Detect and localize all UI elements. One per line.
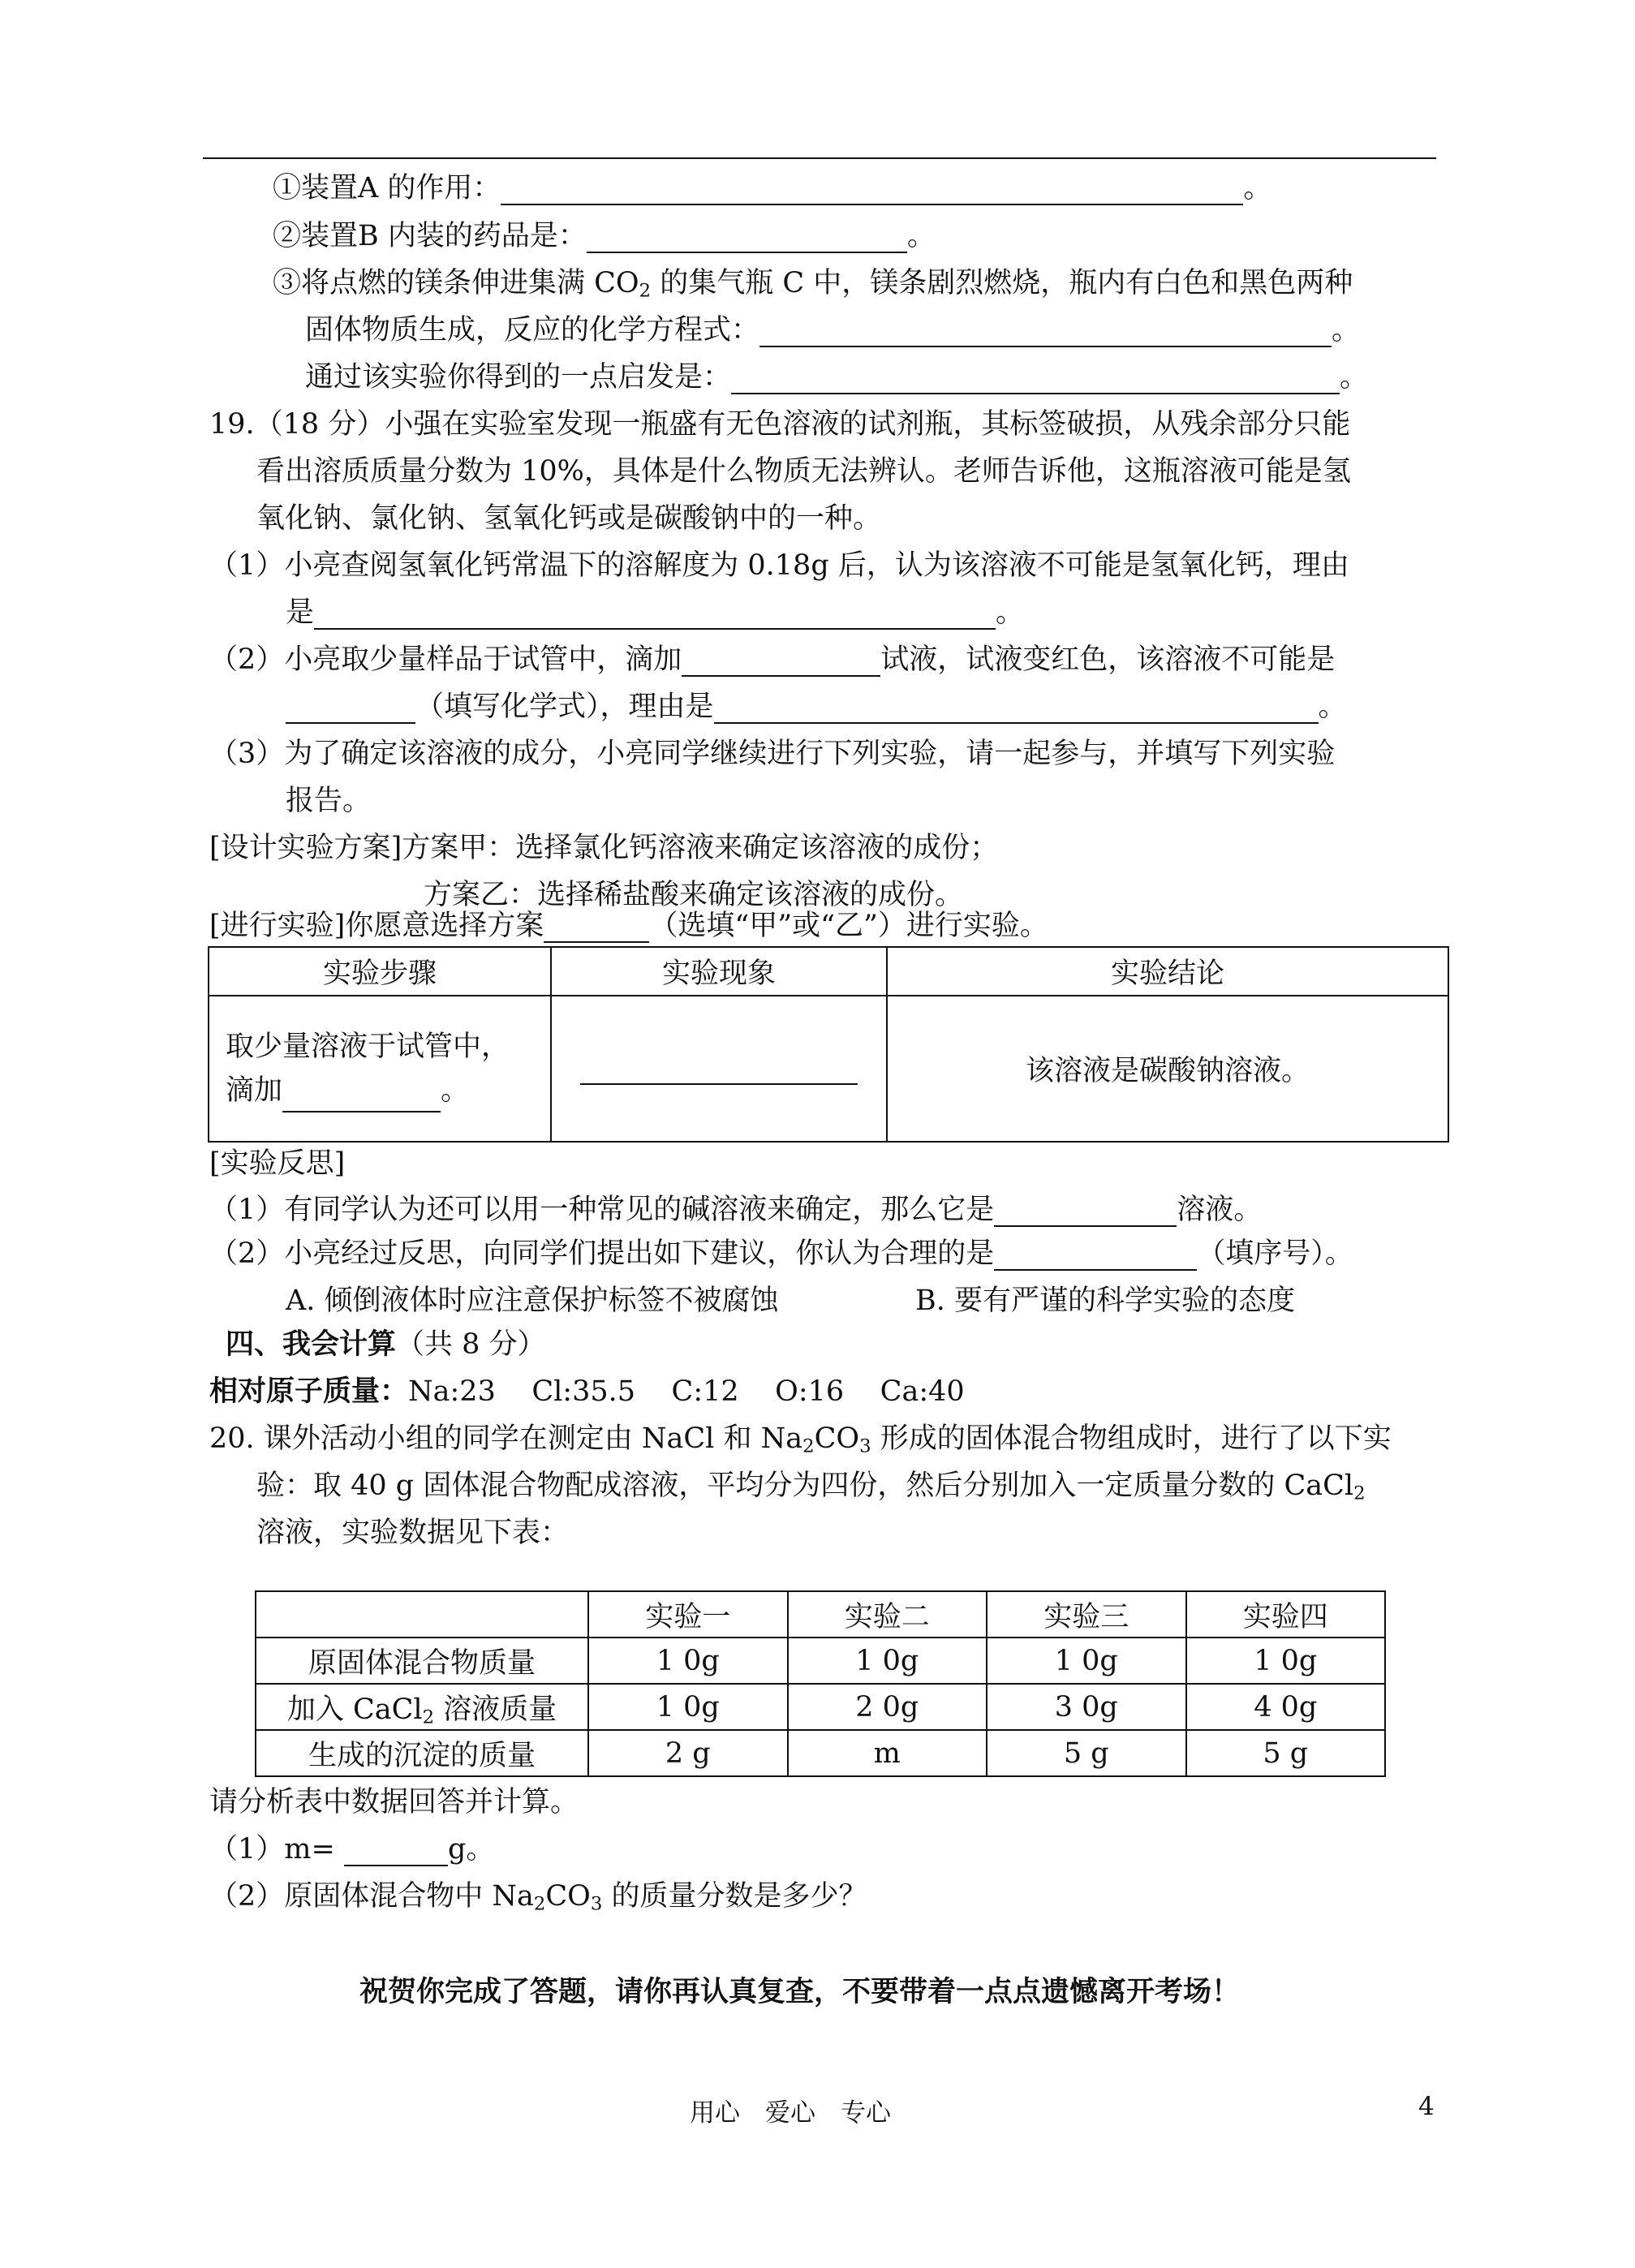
q19-part3-line2: 报告。 [286, 785, 372, 817]
table-row [209, 996, 1448, 1142]
q20-line3: 溶液，实验数据见下表： [256, 1517, 570, 1549]
table-header-row [209, 947, 1448, 996]
q19-indicator-blank[interactable] [682, 645, 880, 677]
table-header: 实验二 [788, 1591, 987, 1638]
closing-message: 祝贺你完成了答题，请你再认真复查，不要带着一点点遗憾离开考场！ [359, 1975, 1241, 2008]
q19-reason2-blank[interactable] [714, 692, 1319, 724]
option-b: B. 要有严谨的科学实验的态度 [915, 1285, 1295, 1317]
table-cell: 1 0g [588, 1638, 788, 1684]
q18-item1: ①装置A 的作用： 。 [273, 172, 1272, 204]
table-cell: 1 0g [788, 1638, 987, 1684]
data-table [255, 1590, 1386, 1777]
table-cell: 2 0g [788, 1684, 987, 1730]
table-header: 实验四 [1186, 1591, 1386, 1638]
phenomenon-blank[interactable] [580, 1053, 858, 1085]
q19-part1-line2: 是 。 [286, 596, 1025, 629]
experiment-report-table [208, 946, 1449, 1143]
table-cell: 2 g [588, 1730, 788, 1776]
header-rule [203, 157, 1436, 159]
table-header: 实验步骤 [209, 947, 551, 996]
q20-line1: 20. 课外活动小组的同学在测定由 NaCl 和 $Na_2CO_3$ 形成的固体混合物组成时，进行了以下实 [209, 1422, 1392, 1457]
q18-equation-blank[interactable] [759, 316, 1332, 347]
q20-line2: 验：取 40 g 固体混合物配成溶液，平均分为四份，然后分别加入一定质量分数的 CaCl$_2$ [256, 1470, 1366, 1504]
base-solution-blank[interactable] [994, 1195, 1177, 1227]
row-label: 加入 CaCl$_2$ 溶液质量 [256, 1684, 588, 1730]
reflection-heading: [实验反思] [209, 1147, 346, 1180]
reflection-2: （2）小亮经过反思，向同学们提出如下建议，你认为合理的是 （填序号）。 [209, 1237, 1353, 1270]
page-number: 4 [1418, 2092, 1435, 2121]
table-header: 实验结论 [887, 947, 1448, 996]
table-cell: 5 g [1186, 1730, 1386, 1776]
conduct-line: [进行实验]你愿意选择方案 （选填“甲”或“乙”）进行实验。 [209, 910, 1048, 942]
q19-part1-line1: （1）小亮查阅氢氧化钙常温下的溶解度为 0.18g 后，认为该溶液不可能是氢氧化钙，理由 [209, 549, 1349, 582]
table-header-row [256, 1591, 1385, 1638]
row-label: 生成的沉淀的质量 [256, 1730, 588, 1776]
table-cell: m [788, 1730, 987, 1776]
table-cell: 1 0g [987, 1638, 1186, 1684]
table-header: 实验一 [588, 1591, 788, 1638]
q19-reason-blank[interactable] [314, 598, 996, 630]
table-cell: 1 0g [588, 1684, 788, 1730]
q18-item1-blank[interactable] [501, 174, 1243, 205]
row-label: 原固体混合物质量 [256, 1638, 588, 1684]
q18-item2: ②装置B 内装的药品是： 。 [273, 220, 936, 252]
step-cell: 取少量溶液于试管中， 滴加 。 [209, 996, 551, 1142]
q19-part3-line1: （3）为了确定该溶液的成分，小亮同学继续进行下列实验，请一起参与，并填写下列实验 [209, 738, 1336, 770]
table-cell: 4 0g [1186, 1684, 1386, 1730]
suggestion-blank[interactable] [994, 1239, 1197, 1271]
q20-answer2: （2）原固体混合物中 $Na_2CO_3$ 的质量分数是多少？ [209, 1880, 867, 1915]
table-row [256, 1638, 1385, 1684]
m-value-blank[interactable] [344, 1835, 448, 1866]
table-row [256, 1730, 1385, 1776]
q18-item3-line3: 通过该实验你得到的一点启发是： 。 [305, 361, 1369, 394]
q19-part2-line2: （填写化学式），理由是 。 [286, 690, 1347, 724]
q18-insight-blank[interactable] [731, 363, 1340, 394]
atomic-mass-line: 相对原子质量：Na:23 Cl:35.5 C:12 O:16 Ca:40 [209, 1375, 965, 1408]
q18-item3-line1: ③将点燃的镁条伸进集满 $CO_2$ 的集气瓶 C 中，镁条剧烈燃烧，瓶内有白色和黑色两种 [273, 267, 1353, 302]
table-cell: 1 0g [1186, 1638, 1386, 1684]
option-a: A. 倾倒液体时应注意保护标签不被腐蚀 [286, 1285, 779, 1317]
phenomenon-cell [551, 996, 887, 1142]
conclusion-cell: 该溶液是碳酸钠溶液。 [887, 996, 1448, 1142]
q19-part2-line1: （2）小亮取少量样品于试管中，滴加 试液，试液变红色，该溶液不可能是 [209, 643, 1336, 676]
q19-formula-blank[interactable] [286, 692, 415, 724]
table-cell: 3 0g [987, 1684, 1186, 1730]
q19-intro-line1: 19.（18 分）小强在实验室发现一瓶盛有无色溶液的试剂瓶，其标签破损，从残余部分只能 [209, 408, 1351, 441]
table-cell: 5 g [987, 1730, 1186, 1776]
design-plan-a: [设计实验方案]方案甲：选择氯化钙溶液来确定该溶液的成份； [209, 832, 999, 864]
table-header: 实验三 [987, 1591, 1186, 1638]
page-footer: 用心 爱心 专心 [690, 2098, 891, 2128]
q20-analyze: 请分析表中数据回答并计算。 [209, 1786, 579, 1818]
q19-intro-line2: 看出溶质质量分数为 10%，具体是什么物质无法辨认。老师告诉他，这瓶溶液可能是氢 [256, 455, 1351, 488]
reflection-1: （1）有同学认为还可以用一种常见的碱溶液来确定，那么它是 溶液。 [209, 1194, 1263, 1226]
plan-choice-blank[interactable] [544, 911, 649, 943]
table-header [256, 1591, 588, 1638]
q18-item3-line2: 固体物质生成，反应的化学方程式： 。 [305, 314, 1361, 346]
q18-item2-blank[interactable] [587, 222, 907, 253]
table-header: 实验现象 [551, 947, 887, 996]
design-plan-b: 方案乙：选择稀盐酸来确定该溶液的成份。 [424, 879, 964, 911]
section4-title: 四、我会计算（共 8 分） [226, 1328, 546, 1361]
reagent-blank[interactable] [282, 1082, 441, 1113]
table-row [256, 1684, 1385, 1730]
q20-answer1: （1）m= g。 [209, 1833, 495, 1866]
q19-intro-line3: 氧化钠、氯化钠、氢氧化钙或是碳酸钠中的一种。 [256, 502, 882, 535]
